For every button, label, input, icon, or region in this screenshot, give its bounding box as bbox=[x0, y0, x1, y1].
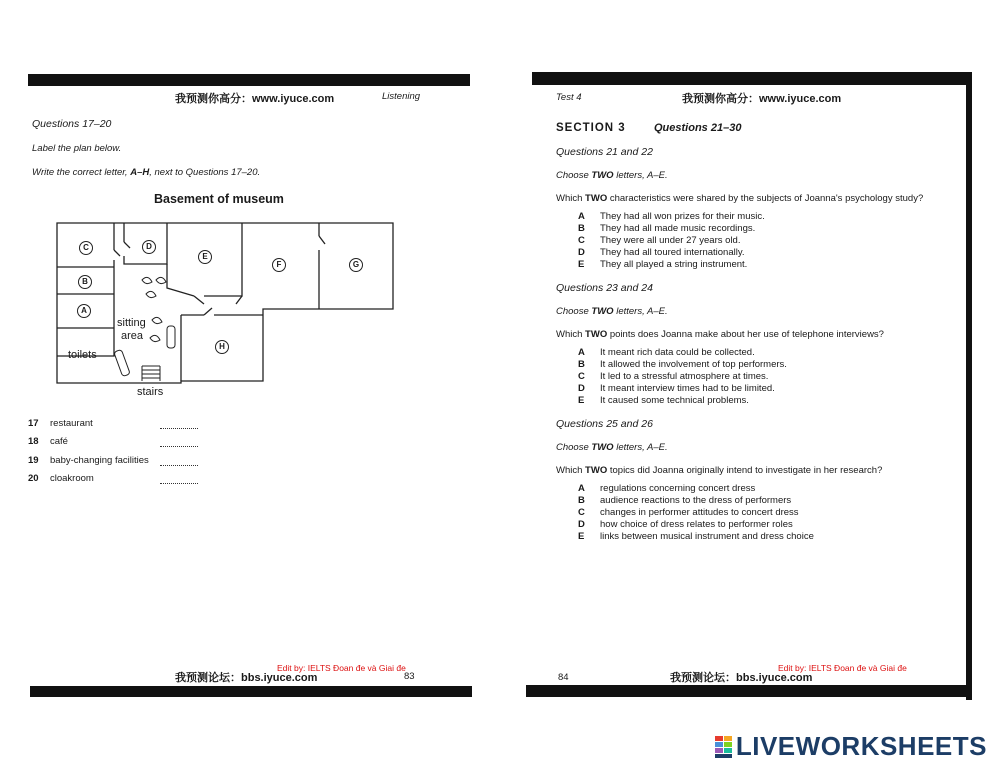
group-instruction bbox=[556, 170, 668, 181]
answer-row-19 bbox=[28, 455, 149, 466]
option-text: audience reactions to the dress of performers bbox=[600, 495, 792, 506]
answer-number: 20 bbox=[28, 473, 39, 484]
answer-row-17 bbox=[28, 418, 93, 429]
plan-label-sitting: sitting bbox=[117, 317, 146, 329]
instruction-post: letters, A–E. bbox=[613, 306, 668, 317]
header-section: Listening bbox=[382, 91, 421, 102]
option-text: It meant interview times had to be limited. bbox=[600, 383, 775, 394]
question-bold: TWO bbox=[585, 465, 608, 476]
edit-note: Edit by: IELTS Đoan đe và Giai đe bbox=[778, 663, 907, 673]
plan-label-toilets: toilets bbox=[68, 349, 97, 361]
option-letter: B bbox=[578, 495, 585, 506]
instruction-post: letters, A–E. bbox=[613, 170, 668, 181]
option-text: They had all made music recordings. bbox=[600, 223, 756, 234]
option-text: They had all won prizes for their music. bbox=[600, 211, 765, 222]
option-text: regulations concerning concert dress bbox=[600, 483, 756, 494]
plan-letter-g: G bbox=[349, 258, 363, 272]
group-range: Questions 21 and 22 bbox=[556, 146, 653, 158]
left-page bbox=[0, 0, 490, 710]
option-text: It allowed the involvement of top performers. bbox=[600, 359, 787, 370]
answer-label: cloakroom bbox=[50, 473, 94, 484]
section-questions: Questions 21–30 bbox=[654, 122, 742, 134]
option-text: links between musical instrument and dress choice bbox=[600, 531, 814, 542]
right-page bbox=[500, 0, 999, 710]
option-c[interactable] bbox=[578, 507, 799, 518]
edit-note: Edit by: IELTS Đoan đe và Giai đe bbox=[277, 663, 406, 673]
page-number: 84 bbox=[558, 672, 569, 683]
question-pre: Which bbox=[556, 465, 586, 476]
option-letter: E bbox=[578, 531, 585, 542]
header-site: 我预测你高分：www.iyuce.com bbox=[682, 93, 842, 105]
option-letter: D bbox=[578, 247, 585, 258]
answer-blank-17[interactable] bbox=[160, 420, 198, 429]
option-letter: D bbox=[578, 519, 585, 530]
plan-letter-e: E bbox=[198, 250, 212, 264]
header-test: Test 4 bbox=[556, 92, 582, 103]
option-letter: C bbox=[578, 235, 585, 246]
instruction-label: Label the plan below. bbox=[32, 143, 122, 154]
option-b[interactable] bbox=[578, 495, 791, 506]
footer-site: 我预测论坛：bbs.iyuce.com bbox=[670, 672, 813, 684]
group-range: Questions 23 and 24 bbox=[556, 282, 653, 294]
question-post: points does Joanna make about her use of telephone interviews? bbox=[607, 329, 884, 340]
answer-row-18 bbox=[28, 436, 68, 447]
option-letter: E bbox=[578, 395, 585, 406]
option-text: It meant rich data could be collected. bbox=[600, 347, 755, 358]
option-text: They were all under 27 years old. bbox=[600, 235, 741, 246]
liveworksheets-logo-icon bbox=[715, 736, 733, 758]
plan-letter-h: H bbox=[215, 340, 229, 354]
bottom-rule bbox=[30, 686, 472, 697]
option-e[interactable] bbox=[578, 531, 814, 542]
option-text: changes in performer attitudes to concert dress bbox=[600, 507, 799, 518]
group-question bbox=[556, 465, 882, 476]
group-range: Questions 25 and 26 bbox=[556, 418, 653, 430]
header-site: 我预测你高分：www.iyuce.com bbox=[175, 93, 335, 105]
group-question bbox=[556, 329, 884, 340]
option-letter: A bbox=[578, 347, 585, 358]
right-edge bbox=[966, 72, 972, 700]
question-pre: Which bbox=[556, 193, 586, 204]
option-e[interactable] bbox=[578, 259, 747, 270]
section-title: SECTION 3 bbox=[556, 122, 626, 134]
option-letter: C bbox=[578, 371, 585, 382]
option-b[interactable] bbox=[578, 223, 755, 234]
questions-range: Questions 17–20 bbox=[32, 118, 112, 130]
option-c[interactable] bbox=[578, 371, 768, 382]
instruction-bold: A–H bbox=[130, 167, 150, 178]
answer-label: café bbox=[50, 436, 68, 447]
instruction-pre: Choose bbox=[556, 306, 592, 317]
plan-letter-d: D bbox=[142, 240, 156, 254]
liveworksheets-watermark bbox=[715, 731, 987, 762]
question-post: topics did Joanna originally intend to investigate in her research? bbox=[607, 465, 883, 476]
option-letter: E bbox=[578, 259, 585, 270]
bottom-rule bbox=[526, 685, 968, 697]
plan-label-area: area bbox=[121, 330, 144, 342]
option-e[interactable] bbox=[578, 395, 749, 406]
option-letter: B bbox=[578, 223, 585, 234]
question-pre: Which bbox=[556, 329, 586, 340]
question-bold: TWO bbox=[585, 329, 608, 340]
plan-title: Basement of museum bbox=[154, 192, 284, 206]
option-a[interactable] bbox=[578, 211, 765, 222]
plan-letter-a: A bbox=[77, 304, 91, 318]
group-instruction bbox=[556, 306, 668, 317]
instruction-bold: TWO bbox=[591, 170, 614, 181]
page-number: 83 bbox=[404, 671, 415, 682]
option-letter: A bbox=[578, 211, 585, 222]
question-post: characteristics were shared by the subjects of Joanna's psychology study? bbox=[607, 193, 924, 204]
instruction-pre: Choose bbox=[556, 170, 592, 181]
answer-row-20 bbox=[28, 473, 94, 484]
question-bold: TWO bbox=[585, 193, 608, 204]
option-letter: D bbox=[578, 383, 585, 394]
option-text: how choice of dress relates to performer roles bbox=[600, 519, 793, 530]
option-letter: C bbox=[578, 507, 585, 518]
instruction-bold: TWO bbox=[591, 306, 614, 317]
option-a[interactable] bbox=[578, 347, 755, 358]
answer-label: baby-changing facilities bbox=[50, 455, 149, 466]
option-c[interactable] bbox=[578, 235, 740, 246]
instruction-write bbox=[32, 167, 260, 178]
option-text: It led to a stressful atmosphere at times. bbox=[600, 371, 769, 382]
option-text: It caused some technical problems. bbox=[600, 395, 749, 406]
answer-number: 18 bbox=[28, 436, 39, 447]
plan-letter-f: F bbox=[272, 258, 286, 272]
answer-blank-18[interactable] bbox=[160, 438, 198, 447]
option-d[interactable] bbox=[578, 519, 793, 530]
plan-letter-c: C bbox=[79, 241, 93, 255]
watermark-text: LIVEWORKSHEETS bbox=[735, 731, 987, 761]
answer-blank-19[interactable] bbox=[160, 457, 198, 466]
option-text: They had all toured internationally. bbox=[600, 247, 745, 258]
instruction-pre: Choose bbox=[556, 442, 592, 453]
answer-number: 17 bbox=[28, 418, 39, 429]
top-rule bbox=[532, 72, 972, 85]
answer-number: 19 bbox=[28, 455, 39, 466]
option-b[interactable] bbox=[578, 359, 787, 370]
instruction-bold: TWO bbox=[591, 442, 614, 453]
top-rule bbox=[28, 74, 470, 86]
option-letter: A bbox=[578, 483, 585, 494]
answer-label: restaurant bbox=[50, 418, 93, 429]
option-a[interactable] bbox=[578, 483, 755, 494]
plan-letter-b: B bbox=[78, 275, 92, 289]
group-instruction bbox=[556, 442, 668, 453]
group-question bbox=[556, 193, 923, 204]
option-letter: B bbox=[578, 359, 585, 370]
option-d[interactable] bbox=[578, 383, 775, 394]
option-d[interactable] bbox=[578, 247, 745, 258]
answer-blank-20[interactable] bbox=[160, 475, 198, 484]
plan-label-stairs: stairs bbox=[137, 386, 164, 398]
footer-site: 我预测论坛：bbs.iyuce.com bbox=[175, 672, 318, 684]
instruction-post: letters, A–E. bbox=[613, 442, 668, 453]
instruction-post: , next to Questions 17–20. bbox=[149, 167, 261, 178]
option-text: They all played a string instrument. bbox=[600, 259, 748, 270]
floor-plan bbox=[54, 220, 400, 388]
instruction-pre: Write the correct letter, bbox=[32, 167, 131, 178]
